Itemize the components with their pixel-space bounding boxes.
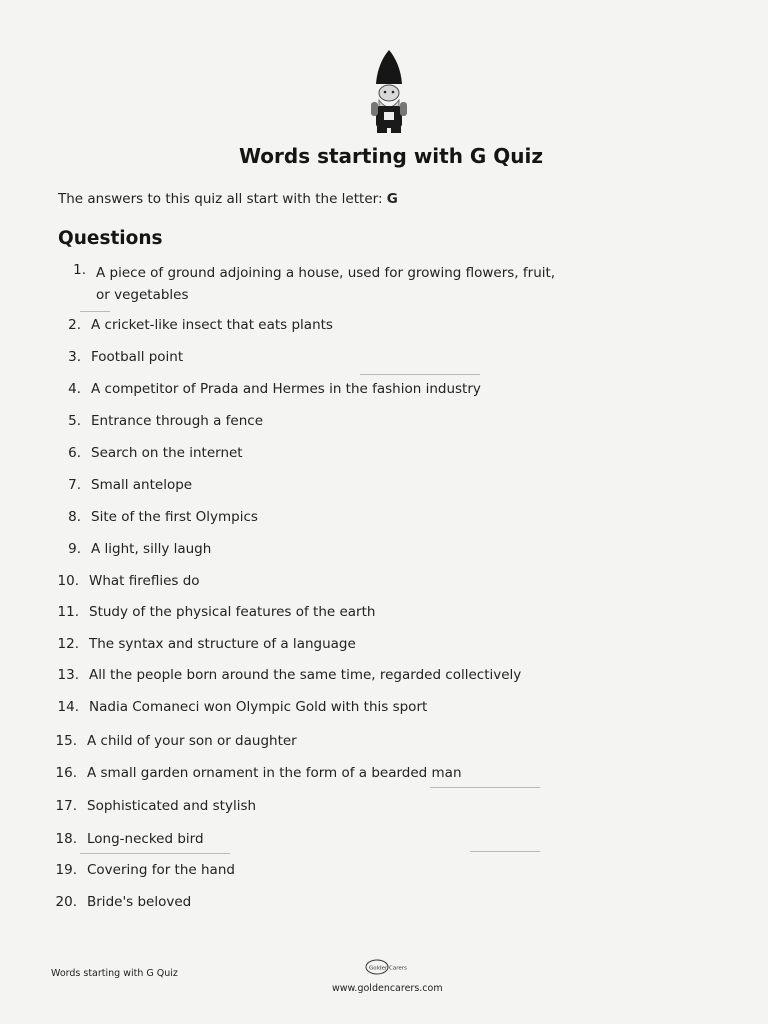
question-text: Covering for the hand bbox=[87, 862, 235, 878]
question-text: A cricket-like insect that eats plants bbox=[91, 317, 333, 333]
question-number: 3. bbox=[68, 349, 81, 365]
question-number: 11. bbox=[57, 604, 79, 620]
question-text: Nadia Comaneci won Olympic Gold with this sport bbox=[89, 699, 428, 715]
question-item bbox=[51, 317, 333, 333]
question-number: 8. bbox=[68, 509, 81, 525]
intro-text bbox=[58, 191, 398, 207]
scan-speck bbox=[80, 853, 230, 854]
question-item bbox=[49, 667, 521, 683]
question-number: 6. bbox=[68, 445, 81, 461]
question-text: Football point bbox=[91, 349, 184, 365]
question-item bbox=[51, 541, 211, 557]
question-number: 2. bbox=[68, 317, 81, 333]
footer-url[interactable]: www.goldencarers.com bbox=[332, 983, 443, 994]
question-item bbox=[49, 636, 356, 652]
scan-speck bbox=[80, 311, 110, 312]
question-item bbox=[51, 381, 481, 397]
question-text: Sophisticated and stylish bbox=[87, 798, 257, 814]
scan-speck bbox=[360, 374, 480, 375]
question-text: The syntax and structure of a language bbox=[89, 636, 356, 652]
question-item bbox=[47, 733, 297, 749]
question-text: Search on the internet bbox=[91, 445, 243, 461]
question-number: 19. bbox=[55, 862, 77, 878]
question-text: All the people born around the same time, regarded collectively bbox=[89, 667, 522, 683]
question-text: A piece of ground adjoining a house, used for growing flowers, fruit, or vegetables bbox=[96, 265, 556, 303]
question-item bbox=[49, 573, 200, 589]
question-item bbox=[49, 699, 427, 715]
question-text: Long-necked bird bbox=[87, 831, 204, 847]
goldencarers-logo bbox=[364, 958, 408, 976]
page-title: Words starting with G Quiz bbox=[238, 144, 544, 168]
question-item bbox=[49, 604, 375, 620]
question-item bbox=[47, 894, 191, 910]
question-number: 5. bbox=[68, 413, 81, 429]
question-number: 15. bbox=[55, 733, 77, 749]
question-text: A competitor of Prada and Hermes in the fashion industry bbox=[91, 381, 481, 397]
question-number: 18. bbox=[55, 831, 77, 847]
question-text: What fireflies do bbox=[89, 573, 200, 589]
questions-heading: Questions bbox=[58, 228, 163, 249]
question-number: 9. bbox=[68, 541, 81, 557]
intro-sentence: The answers to this quiz all start with the letter: bbox=[58, 191, 383, 207]
question-item bbox=[51, 349, 183, 365]
question-number: 16. bbox=[55, 765, 77, 781]
question-number: 20. bbox=[55, 894, 77, 910]
question-text: Entrance through a fence bbox=[91, 413, 264, 429]
question-number: 14. bbox=[57, 699, 79, 715]
footer-title: Words starting with G Quiz bbox=[51, 968, 178, 979]
question-item bbox=[51, 509, 258, 525]
intro-letter: G bbox=[386, 191, 398, 207]
question-number: 4. bbox=[68, 381, 81, 397]
question-text: Study of the physical features of the earth bbox=[89, 604, 376, 620]
question-number: 13. bbox=[57, 667, 79, 683]
question-item bbox=[56, 262, 566, 306]
question-item bbox=[51, 413, 263, 429]
question-item bbox=[47, 862, 235, 878]
question-item bbox=[47, 798, 256, 814]
question-text: A child of your son or daughter bbox=[87, 733, 297, 749]
question-text: A small garden ornament in the form of a bearded man bbox=[87, 765, 462, 781]
gnome-illustration bbox=[364, 48, 414, 136]
question-number: 7. bbox=[68, 477, 81, 493]
question-item bbox=[51, 477, 192, 493]
question-text: A light, silly laugh bbox=[91, 541, 212, 557]
scan-speck bbox=[470, 851, 540, 852]
question-item bbox=[51, 445, 243, 461]
question-text: Bride's beloved bbox=[87, 894, 192, 910]
question-number: 17. bbox=[55, 798, 77, 814]
question-number: 12. bbox=[57, 636, 79, 652]
svg-text:Golden: Golden bbox=[369, 965, 389, 972]
question-text: Small antelope bbox=[91, 477, 193, 493]
question-text: Site of the first Olympics bbox=[91, 509, 258, 525]
svg-text:Carers: Carers bbox=[389, 965, 407, 972]
question-item bbox=[47, 831, 204, 847]
question-number: 10. bbox=[57, 573, 79, 589]
scan-speck bbox=[430, 787, 540, 788]
question-number: 1. bbox=[73, 262, 86, 278]
question-item bbox=[47, 765, 462, 781]
